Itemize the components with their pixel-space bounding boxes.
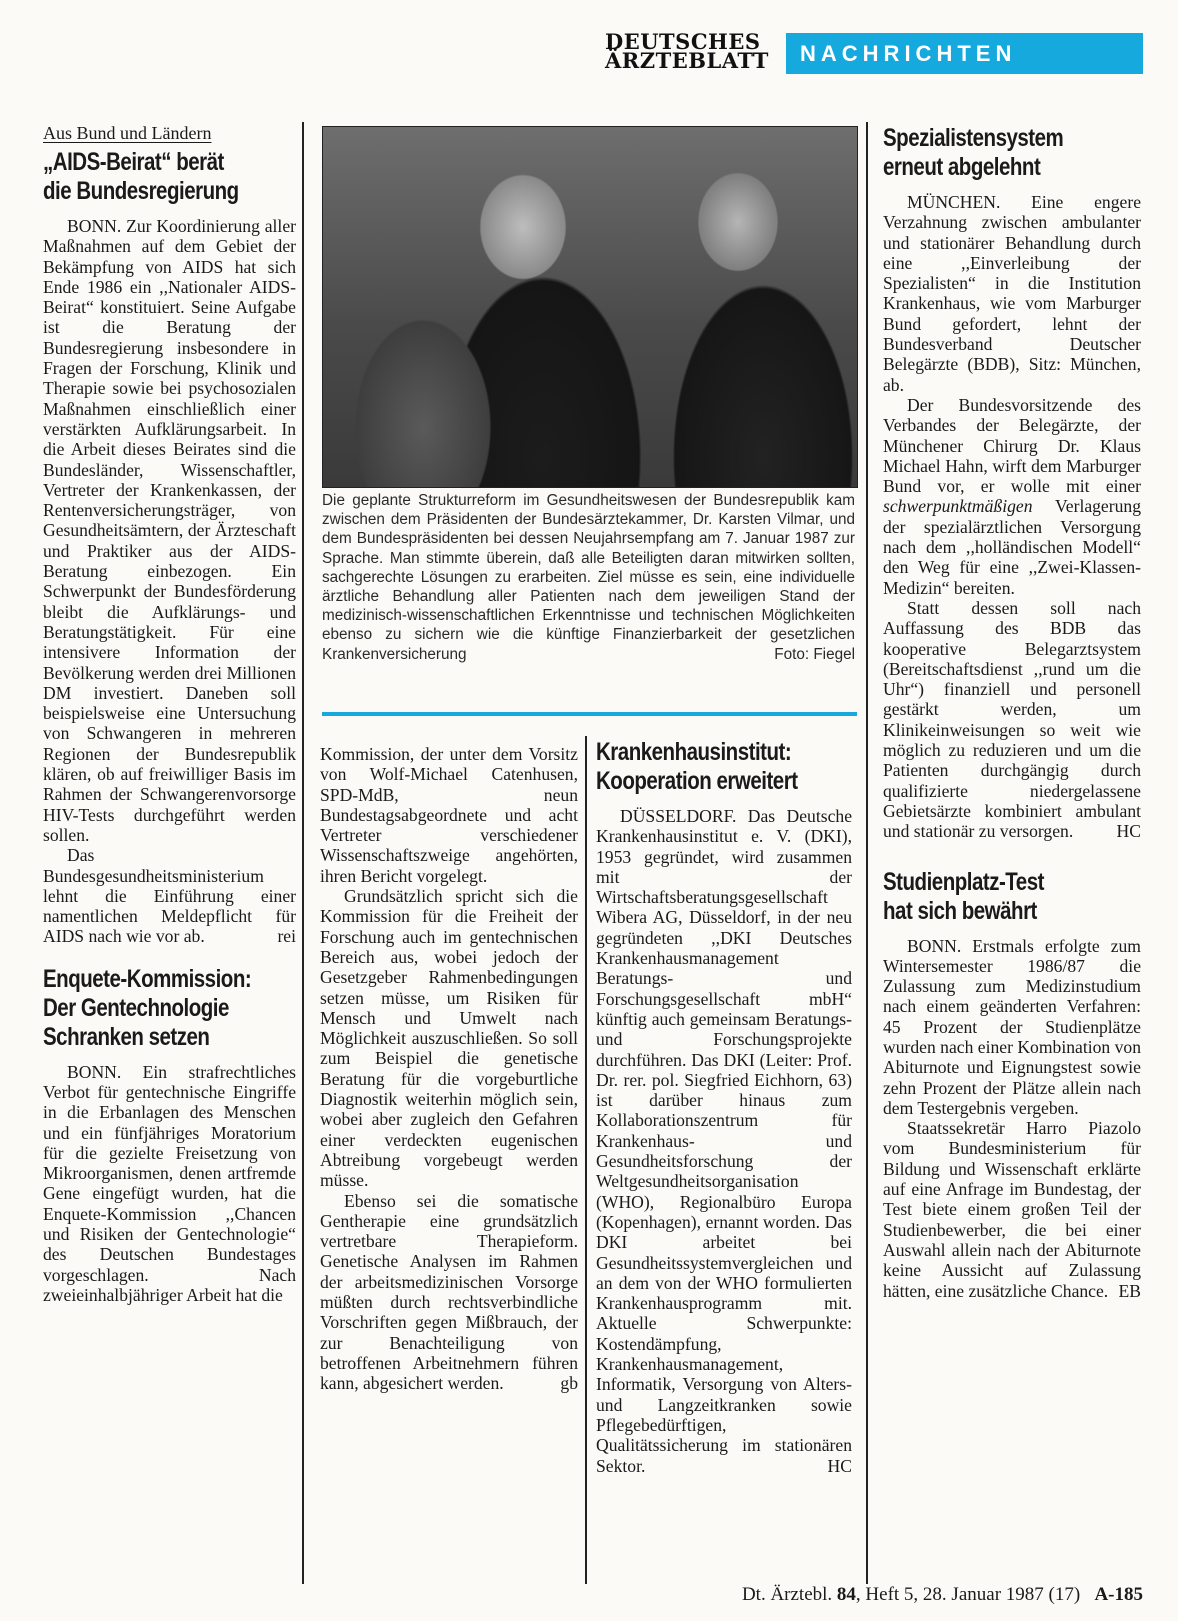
author-initials: EB [1118, 1280, 1141, 1301]
article-paragraph [883, 395, 1141, 598]
column-4 [883, 124, 1141, 1301]
news-photo [322, 126, 858, 488]
article-paragraph: BONN. Ein strafrechtliches Verbot für gentechnische Eingriffe in die Erbanlagen des Menschen und ein fünfjähriges Moratorium für die gezielte Freisetzung von Mikroorganismen, denen artfremde Gene eingefügt wurden, hat die Enquete-Kommission ,,Chancen und Risiken der Gentechnologie“ des Deutschen Bundestages vorgeschlagen. Nach zweieinhalbjähriger Arbeit hat die [43, 1061, 296, 1305]
paragraph-text: Der Bundesvorsitzende des Verbandes der Belegärzte, der Münchener Chirurg Dr. Klaus Michael Hahn, wirft dem Marburger Bund vor, er wolle mit einer [883, 394, 1141, 497]
headline-line: Der Gentechnologie [43, 993, 229, 1022]
article-headline-studienplatz [883, 868, 1141, 926]
article-paragraph [596, 806, 852, 1476]
headline-line: die Bundesregierung [43, 177, 239, 205]
section-banner [786, 33, 1143, 74]
paragraph-text: Statt dessen soll nach Auffassung des BDB das kooperative Belegarztsystem (Bereitschaftsdienst ,,rund um die Uhr“) finanziell und personell gestärkt werden, um Klinikeinweisungen so weit wie möglich zu reduzieren und um die Patienten durchgängig durch qualifizierte niedergelassene Gebietsärzte kombiniert ambulant und stationär zu versorgen. [883, 597, 1141, 842]
article-headline-aids [43, 148, 296, 206]
article-paragraph: MÜNCHEN. Eine engere Verzahnung zwischen ambulanter und stationärer Behandlung durch eine ,,Einverleibung der Spezialisten“ in die Institution Krankenhaus, wie vom Marburger Bund gefordert, lehnt der Bundesverband Deutscher Belegärzte (BDB), Sitz: München, ab. [883, 192, 1141, 395]
paragraph-text: Ebenso sei die somatische Gentherapie eine grundsätzlich vertretbare Therapieform. Genetische Analysen im Rahmen der arbeitsmedizinischen Vorsorge müßten durch rechtsverbindliche Vorschriften gegen Mißbrauch, der zur Benachteiligung von betroffenen Arbeitnehmern führen kann, abgesichert werden. [320, 1190, 578, 1394]
headline-line: „AIDS-Beirat“ berät [43, 148, 224, 176]
photo-caption [322, 491, 855, 664]
column-1 [43, 122, 296, 1305]
headline-line: Krankenhausinstitut: [596, 738, 792, 766]
column-rule-1 [302, 122, 304, 1584]
author-initials: HC [827, 1455, 852, 1476]
caption-text: Die geplante Strukturreform im Gesundheitswesen der Bundesrepublik kam zwischen dem Präsidenten der Bundesärztekammer, Dr. Karsten Vilmar, und dem Bundespräsidenten bei dessen Neujahrsempfang am 7. Januar 1987 zur Sprache. Man stimmte überein, daß alle Beteiligten daran mitwirken sollten, sachgerechte Lösungen zu erarbeiten. Ziel müsse es sein, eine individuelle ärztliche Behandlung aller Patienten nach dem jeweiligen Stand der medizinisch-wissenschaftlichen Erkenntnisse und technischen Möglichkeiten ebenso zu sichern wie die künftige Finanzierbarkeit der gesetzlichen Krankenversicherung [322, 492, 855, 663]
journal-logo [605, 29, 785, 73]
page-number: A-185 [1094, 1584, 1143, 1605]
article-paragraph [43, 845, 296, 946]
headline-line: Studienplatz-Test [883, 867, 1044, 896]
headline-line: Enquete-Kommission: [43, 964, 252, 993]
logo-line-2: ÄRZTEBLATT [605, 48, 769, 73]
author-initials: gb [560, 1373, 578, 1394]
headline-line: hat sich bewährt [883, 896, 1037, 925]
headline-line: Kooperation erweitert [596, 767, 798, 795]
paragraph-text: DÜSSELDORF. Das Deutsche Krankenhausinstitut e. V. (DKI), 1953 gegründet, wird zusammen mit der Wirtschaftsberatungsgesellschaft Wibera AG, Düsseldorf, in der neu gegründeten ,,DKI Deutsches Krankenhausmanagement Beratungs- und Forschungsgesellschaft mbH“ künftig auch gemeinsam Beratungs- und Forschungsprojekte durchführen. Das DKI (Leiter: Prof. Dr. rer. pol. Siegfried Eichhorn, 63) ist darüber hinaus zum Kollaborationszentrum für Krankenhaus- und Gesundheitsforschung der Weltgesundheitsorganisation (WHO), Regionalbüro Europa (Kopenhagen), ernannt worden. Das DKI arbeitet bei Gesundheitssystemvergleichen und an dem von der WHO formulierten Krankenhausprogramm mit. Aktuelle Schwerpunkte: Kostendämpfung, Krankenhausmanagement, Informatik, Versorgung von Alters- und Langzeitkranken sowie Pflegebedürftigen, Qualitätssicherung im stationären Sektor. [596, 806, 852, 1476]
blue-divider [322, 712, 857, 716]
column-3 [596, 738, 852, 1476]
logo-line-1: DEUTSCHES [605, 29, 761, 54]
photo-credit: Foto: Fiegel [774, 645, 855, 663]
article-paragraph [320, 1191, 578, 1394]
article-headline-spezialistensystem [883, 124, 1141, 182]
column-rule-2 [585, 736, 587, 1584]
article-paragraph: Kommission, der unter dem Vorsitz von Wolf-Michael Catenhusen, SPD-MdB, neun Bundestagsabgeordnete und acht Vertreter verschiedener Wissenschaftszweige angehörten, ihren Bericht vorgelegt. [320, 744, 578, 886]
article-paragraph: BONN. Zur Koordinierung aller Maßnahmen auf dem Gebiet der Bekämpfung von AIDS hat sich Ende 1986 ein ,,Nationaler AIDS-Beirat“ konstituiert. Seine Aufgabe ist die Beratung der Bundesregierung insbesondere in Fragen der Forschung, Klinik und Therapie sowie bei psychosozialen Maßnahmen einschließlich einer verstärkten Aufklärungsarbeit. In die Arbeit dieses Beirates sind die Bundesländer, Wissenschaftler, Vertreter der Krankenkassen, der Rentenversicherungsträger, von Gesundheitsämtern, der Ärzteschaft und Praktiker aus der AIDS-Beratung einbezogen. Ein Schwerpunkt der Bundesförderung bleibt die Aufklärungs- und Beratungstätigkeit. Für eine intensivere Information der Bevölkerung werden drei Millionen DM investiert. Daneben soll beispielsweise eine Untersuchung von Schwangeren in mehreren Regionen der Bundesrepublik klären, ob auf freiwilliger Basis im Rahmen der Schwangerenvorsorge HIV-Tests durchgeführt werden sollen. [43, 216, 296, 845]
article-paragraph [883, 598, 1141, 842]
emphasis-text: schwerpunktmäßigen [883, 496, 1033, 517]
issue-info: , Heft 5, 28. Januar 1987 (17) [855, 1584, 1081, 1605]
paragraph-text: Staatssekretär Harro Piazolo vom Bundesministerium für Bildung und Wissenschaft erklärte auf eine Anfrage im Bundestag, der Test biete einem großen Teil der Studienbewerber, die bei einer Auswahl allein nach der Abiturnote keine Aussicht auf Zulassung hätten, eine zusätzliche Chance. [883, 1118, 1141, 1301]
volume-number: 84 [836, 1584, 856, 1605]
rubric-kicker: Aus Bund und Ländern [43, 123, 212, 143]
page-footer [639, 1584, 1143, 1606]
article-headline-krankenhausinstitut [596, 738, 852, 796]
headline-line: Spezialistensystem [883, 124, 1064, 152]
article-paragraph: Grundsätzlich spricht sich die Kommission für die Freiheit der Forschung auch im gentechnischen Bereich aus, wobei jedoch der Gesetzgeber Rahmenbedingungen setzen müsse, um Risiken für Mensch und Umwelt nach Möglichkeit auszuschließen. So soll zum Beispiel die genetische Beratung für die vorgeburtliche Diagnostik weiterhin möglich sein, wobei aber zugleich den Gefahren einer verdeckten eugenischen Abtreibung vorgebeugt werden müsse. [320, 886, 578, 1191]
column-2 [320, 744, 578, 1394]
column-rule-3 [866, 122, 868, 1584]
journal-abbrev: Dt. Ärztebl. [741, 1584, 837, 1605]
headline-line: erneut abgelehnt [883, 153, 1041, 181]
author-initials: HC [1116, 821, 1141, 842]
paragraph-text: Verlagerung der spezialärztlichen Versorgung nach dem ,,holländischen Modell“ den Weg für eine ,,Zwei-Klassen-Medizin“ bereiten. [883, 496, 1141, 598]
article-paragraph [883, 1118, 1141, 1301]
paragraph-text: Das Bundesgesundheitsministerium lehnt die Einführung einer namentlichen Meldepflicht für AIDS nach wie vor ab. [43, 845, 296, 947]
article-headline-enquete [43, 965, 296, 1052]
article-paragraph: BONN. Erstmals erfolgte zum Wintersemester 1986/87 die Zulassung zum Medizinstudium nach einem geänderten Verfahren: 45 Prozent der Studienplätze wurden nach einer Kombination von Abiturnote und Eignungstest sowie zehn Prozent der Plätze allein nach dem Testergebnis vergeben. [883, 935, 1141, 1118]
author-initials: rei [277, 926, 296, 947]
section-label: NACHRICHTEN [800, 40, 1017, 66]
headline-line: Schranken setzen [43, 1022, 210, 1051]
